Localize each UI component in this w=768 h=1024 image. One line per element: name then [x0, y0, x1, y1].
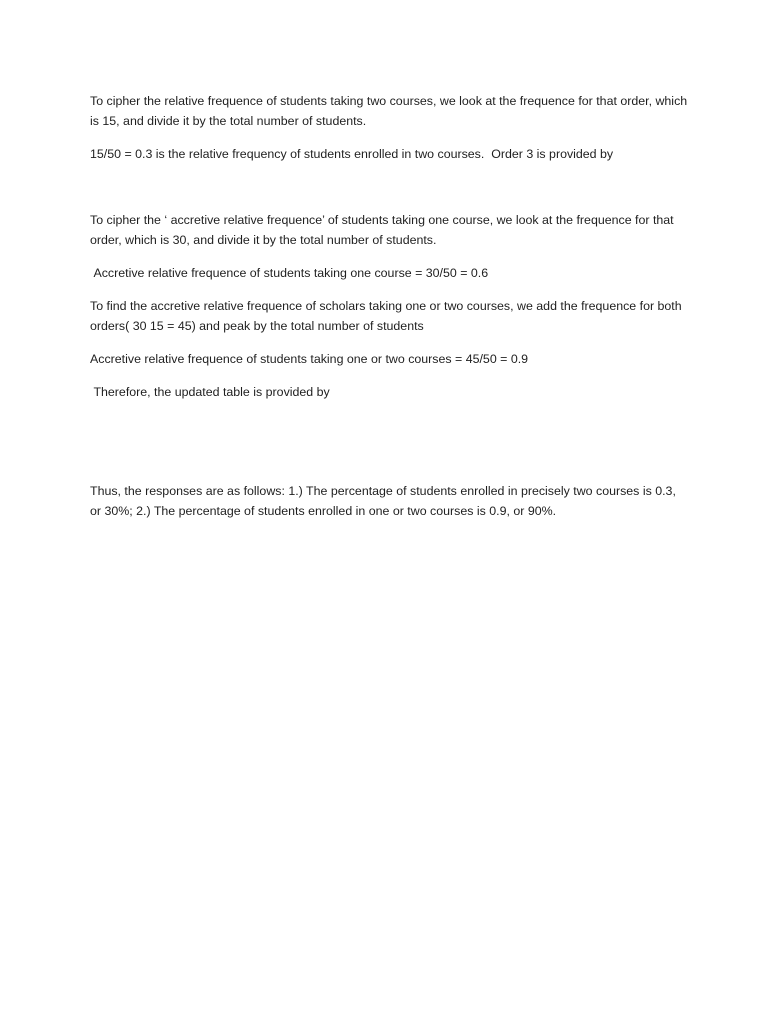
paragraph-updated-table: Therefore, the updated table is provided by	[90, 385, 330, 399]
paragraph-conclusion: Thus, the responses are as follows: 1.) The percentage of students enrolled in precisely two courses is 0.3, or 30%; 2.) The percentage of students enrolled in one or two courses is 0.9, or 90%.	[90, 484, 680, 518]
paragraph-relative-frequency-result: 15/50 = 0.3 is the relative frequency of students enrolled in two courses. Order 3 is provided by	[90, 147, 614, 161]
paragraph-one-or-two-courses-result: Accretive relative frequence of students taking one or two courses = 45/50 = 0.9	[90, 352, 529, 366]
paragraph-one-course-result: Accretive relative frequence of students taking one course = 30/50 = 0.6	[90, 266, 489, 280]
paragraph-intro-one-or-two-courses: To find the accretive relative frequence of scholars taking one or two courses, we add the frequence for both orders( 30 15 = 45) and peak by the total number of students	[90, 299, 686, 333]
paragraph-intro-two-courses: To cipher the relative frequence of students taking two courses, we look at the frequence for that order, which is 15, and divide it by the total number of students.	[90, 94, 691, 128]
paragraph-intro-one-course: To cipher the ‘ accretive relative frequence’ of students taking one course, we look at the frequence for that order, which is 30, and divide it by the total number of students.	[90, 213, 678, 247]
